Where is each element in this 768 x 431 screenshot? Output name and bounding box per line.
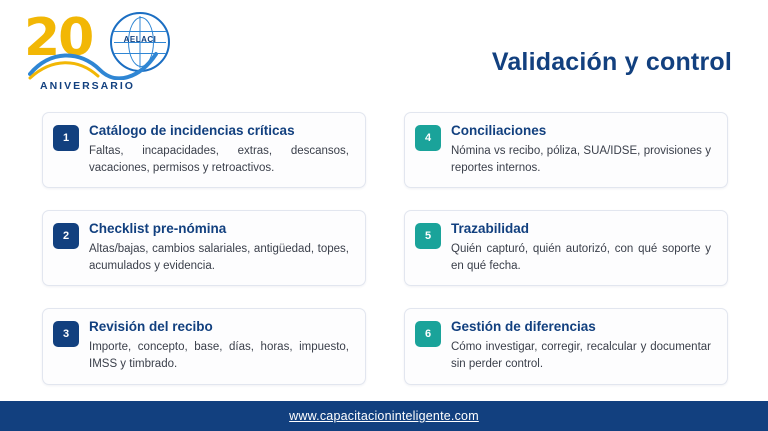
logo-number: 20 [24,8,93,68]
card-body: Altas/bajas, cambios salariales, antigüedad, topes, acumulados y evidencia. [89,243,349,272]
footer-website-link[interactable]: www.capacitacioninteligente.com [289,409,479,423]
card-title: Gestión de diferencias [451,319,596,335]
logo-anniversary-label: ANIVERSARIO [40,80,135,92]
card-item [42,308,366,384]
card-number-badge: 2 [53,223,79,249]
swoosh-icon [28,44,160,80]
cards-grid [42,112,728,385]
card-number-badge: 6 [415,321,441,347]
card-item [404,308,728,384]
card-number-badge: 4 [415,125,441,151]
card-body: Importe, concepto, base, días, horas, impuesto, IMSS y timbrado. [89,341,349,370]
card-title: Checklist pre-nómina [89,221,227,237]
globe-label: AELACI [123,35,157,45]
card-number-badge: 5 [415,223,441,249]
card-body: Cómo investigar, corregir, recalcular y documentar sin perder control. [451,341,711,370]
page-title: Validación y control [491,48,732,76]
card-body: Faltas, incapacidades, extras, descansos, vacaciones, permisos y retroactivos. [89,144,349,174]
card-title: Trazabilidad [451,221,530,237]
globe-parallel [114,31,166,32]
card-item [42,210,366,286]
card-number-badge: 1 [53,125,79,151]
card-title: Catálogo de incidencias críticas [89,123,295,138]
card-body: Nómina vs recibo, póliza, SUA/IDSE, provisiones y reportes internos. [451,144,711,174]
card-item [404,210,728,286]
card-item [404,112,728,188]
card-title: Conciliaciones [451,123,547,138]
anniversary-logo [22,8,172,100]
card-body: Quién capturó, quién autorizó, con qué soporte y en qué fecha. [451,243,711,272]
card-title: Revisión del recibo [89,319,213,335]
footer-bar [0,401,768,431]
card-item [42,112,366,188]
card-number-badge: 3 [53,321,79,347]
